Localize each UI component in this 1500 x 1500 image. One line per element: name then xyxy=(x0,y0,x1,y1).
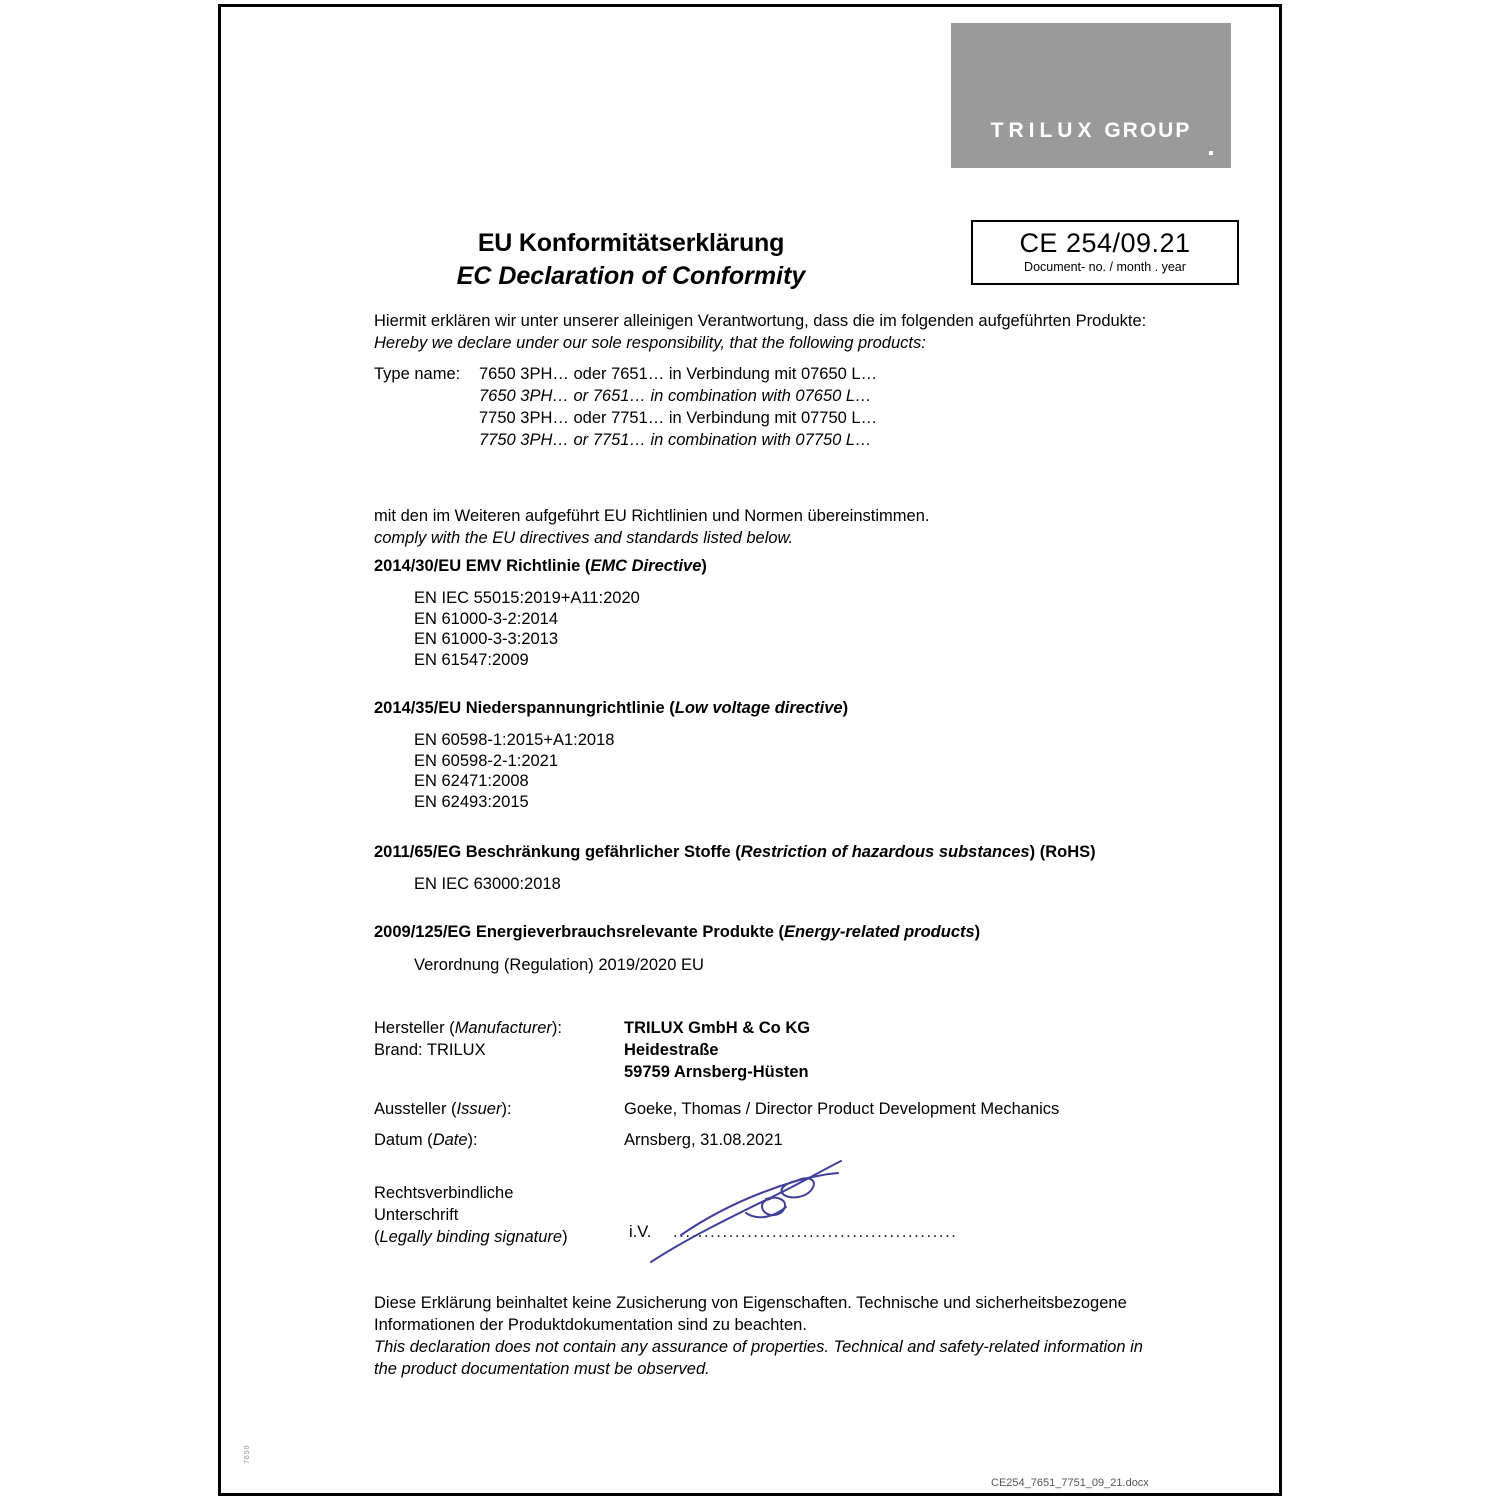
date-label-de: Datum ( xyxy=(374,1131,433,1149)
signature-label-line1: Rechtsverbindliche xyxy=(374,1184,514,1202)
disclaimer-en-line1: This declaration does not contain any assurance of properties. Technical and safety-related information in xyxy=(374,1338,1143,1356)
standard-item: EN 62493:2015 xyxy=(414,792,529,811)
intro-german: Hiermit erklären wir unter unserer alleinigen Verantwortung, dass die im folgenden aufgeführten Produkte: xyxy=(374,312,1147,330)
standard-item: EN 61000-3-3:2013 xyxy=(414,630,559,648)
directive-heading-emc-tail: ) xyxy=(701,557,707,575)
intro-english: Hereby we declare under our sole responsibility, that the following products: xyxy=(374,334,926,352)
directive-heading-lvd xyxy=(374,699,848,718)
signature-dotted-line: .............................................. xyxy=(673,1223,958,1241)
type-name-row xyxy=(374,407,1234,429)
standards-list-lvd xyxy=(414,730,614,812)
manufacturer-label-en: Manufacturer xyxy=(454,1019,552,1037)
compliance-english: comply with the EU directives and standards listed below. xyxy=(374,529,794,547)
directive-heading-erp-en: Energy-related products xyxy=(783,923,975,941)
standard-item: EN 62471:2008 xyxy=(414,772,529,790)
date-label-en: Date xyxy=(432,1131,468,1149)
date-label xyxy=(374,1131,478,1150)
disclaimer-en-line2: the product documentation must be observed. xyxy=(374,1360,710,1378)
directive-heading-rohs-tail: ) (RoHS) xyxy=(1029,843,1096,861)
manufacturer-city: 59759 Arnsberg-Hüsten xyxy=(624,1063,809,1081)
manufacturer-name: TRILUX GmbH & Co KG xyxy=(624,1019,811,1037)
manufacturer-label-de: Hersteller ( xyxy=(374,1019,455,1037)
standard-item: EN IEC 63000:2018 xyxy=(414,875,561,893)
signature-label-line3 xyxy=(374,1226,624,1248)
date-value: Arnsberg, 31.08.2021 xyxy=(624,1131,783,1149)
directive-heading-lvd-en: Low voltage directive xyxy=(674,699,843,717)
document-body xyxy=(221,7,1279,1493)
logo-dot-icon xyxy=(1209,151,1213,155)
side-margin-mark: 7650 xyxy=(244,1444,251,1464)
title-english: EC Declaration of Conformity xyxy=(456,262,806,290)
manufacturer-label xyxy=(374,1017,562,1061)
directive-heading-lvd-tail: ) xyxy=(842,699,849,717)
title-german: EU Konformitätserklärung xyxy=(477,229,785,257)
page-title xyxy=(371,229,891,291)
ce-document-number-caption: Document- no. / month . year xyxy=(1024,260,1186,274)
standard-item: EN 60598-2-1:2021 xyxy=(414,751,559,770)
standards-list-erp xyxy=(414,955,704,976)
issuer-label-de: Aussteller ( xyxy=(374,1100,457,1118)
standard-item: EN 60598-1:2015+A1:2018 xyxy=(414,731,615,749)
disclaimer-de-line1: Diese Erklärung beinhaltet keine Zusicherung von Eigenschaften. Technische und sicherheitsbezogene xyxy=(374,1294,1127,1312)
disclaimer-paragraph xyxy=(374,1292,1254,1380)
directive-heading-erp-de: 2009/125/EG Energieverbrauchsrelevante Produkte ( xyxy=(374,923,784,941)
standard-item: Verordnung (Regulation) 2019/2020 EU xyxy=(414,956,704,974)
signature-label xyxy=(374,1182,624,1248)
logo-brand-secondary: GROUP xyxy=(1104,119,1192,142)
manufacturer-label-tail: ): xyxy=(551,1019,562,1037)
standard-item: EN 61000-3-2:2014 xyxy=(414,609,559,628)
directive-heading-rohs-en: Restriction of hazardous substances xyxy=(740,843,1030,861)
trilux-group-logo xyxy=(951,23,1231,168)
disclaimer-de-line2: Informationen der Produktdokumentation sind zu beachten. xyxy=(374,1316,807,1334)
type-name-value-1: 7650 3PH… or 7651… in combination with 07650 L… xyxy=(479,387,872,405)
type-name-row xyxy=(374,429,1234,451)
type-name-block xyxy=(374,363,1234,451)
standards-list-rohs xyxy=(414,874,561,895)
directive-heading-erp-tail: ) xyxy=(974,923,981,941)
directive-heading-rohs xyxy=(374,843,1096,862)
signature-label-paren-open: ( xyxy=(374,1228,380,1246)
date-label-tail: ): xyxy=(467,1131,478,1149)
directive-heading-emc-de: 2014/30/EU EMV Richtlinie ( xyxy=(374,557,591,575)
signature-label-line2: Unterschrift xyxy=(374,1206,459,1224)
brand-label: Brand: TRILUX xyxy=(374,1041,486,1059)
manufacturer-label-line1 xyxy=(374,1017,562,1039)
logo-text xyxy=(951,119,1231,143)
type-name-value-0: 7650 3PH… oder 7651… in Verbindung mit 07650 L… xyxy=(479,365,878,383)
type-name-row xyxy=(374,385,1234,407)
signature-prefix: i.V. xyxy=(629,1223,652,1241)
directive-heading-emc xyxy=(374,557,707,576)
issuer-label-en: Issuer xyxy=(456,1100,502,1118)
manufacturer-street: Heidestraße xyxy=(624,1041,719,1059)
footer-file-code: CE254_7651_7751_09_21.docx xyxy=(991,1477,1149,1489)
type-name-row xyxy=(374,363,1234,385)
compliance-paragraph xyxy=(374,505,1234,549)
directive-heading-erp xyxy=(374,923,980,942)
handwritten-signature xyxy=(646,1147,906,1267)
directive-heading-lvd-de: 2014/35/EU Niederspannungrichtlinie ( xyxy=(374,699,675,717)
intro-paragraph xyxy=(374,310,1234,354)
document-page xyxy=(218,4,1282,1496)
ce-document-number-box xyxy=(971,220,1239,285)
compliance-german: mit den im Weiteren aufgeführt EU Richtlinien und Normen übereinstimmen. xyxy=(374,507,930,525)
manufacturer-value xyxy=(624,1017,810,1083)
issuer-label xyxy=(374,1100,512,1119)
signature-label-paren-close: ) xyxy=(562,1228,568,1246)
standard-item: EN IEC 55015:2019+A11:2020 xyxy=(414,589,640,607)
type-name-value-3: 7750 3PH… or 7751… in combination with 07750 L… xyxy=(479,431,872,449)
issuer-label-tail: ): xyxy=(501,1100,512,1118)
directive-heading-emc-en: EMC Directive xyxy=(590,557,702,575)
signature-label-en: Legally binding signature xyxy=(379,1228,563,1246)
type-name-label: Type name: xyxy=(374,365,461,383)
directive-heading-rohs-de: 2011/65/EG Beschränkung gefährlicher Stoffe ( xyxy=(374,843,741,861)
standards-list-emc xyxy=(414,588,640,670)
standard-item: EN 61547:2009 xyxy=(414,650,529,669)
type-name-value-2: 7750 3PH… oder 7751… in Verbindung mit 07750 L… xyxy=(479,409,878,427)
ce-document-number: CE 254/09.21 xyxy=(1019,228,1191,258)
logo-brand-primary: TRILUX xyxy=(990,119,1097,142)
issuer-value: Goeke, Thomas / Director Product Development Mechanics xyxy=(624,1100,1060,1118)
